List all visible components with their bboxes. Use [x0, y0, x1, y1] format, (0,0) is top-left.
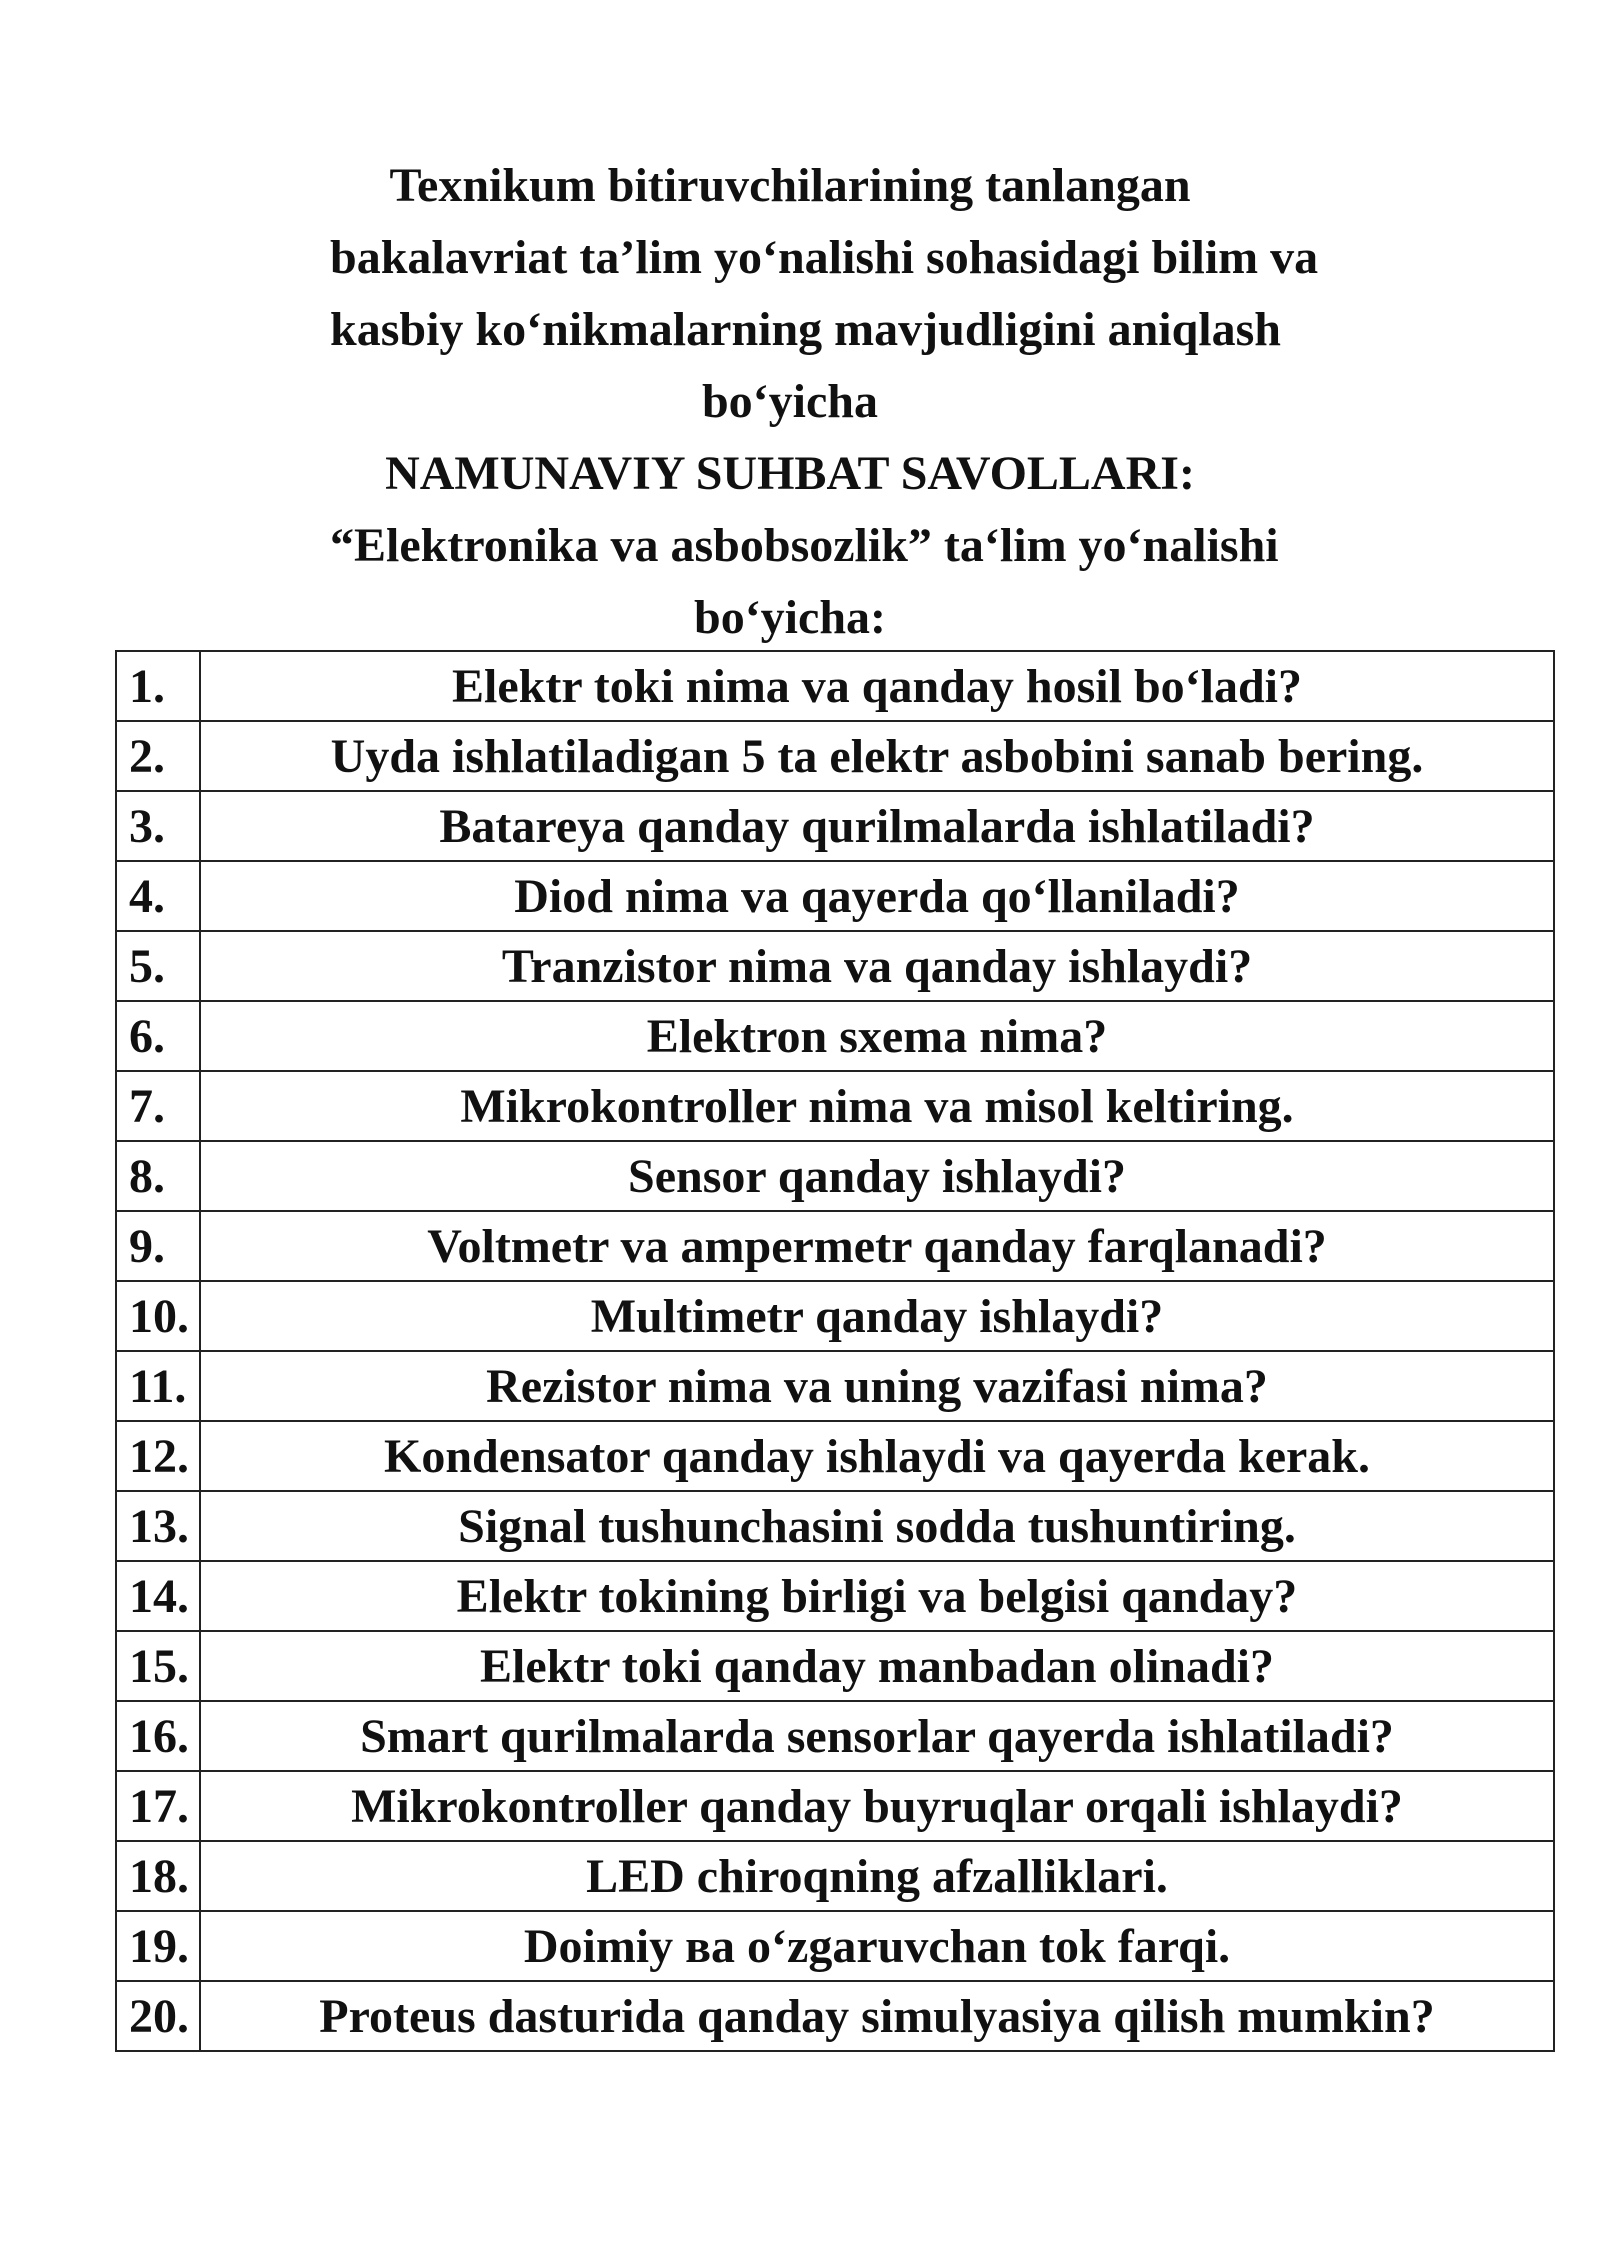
table-row — [116, 1771, 1554, 1841]
question-number: 16. — [116, 1701, 200, 1771]
question-text: Sensor qanday ishlaydi? — [200, 1141, 1554, 1211]
table-row — [116, 791, 1554, 861]
question-text: Voltmetr va ampermetr qanday farqlanadi? — [200, 1211, 1554, 1281]
question-text: Doimiy ва o‘zgaruvchan tok farqi. — [200, 1911, 1554, 1981]
question-text: Multimetr qanday ishlaydi? — [200, 1281, 1554, 1351]
table-row — [116, 1561, 1554, 1631]
table-row — [116, 1211, 1554, 1281]
question-number: 7. — [116, 1071, 200, 1141]
question-text: Tranzistor nima va qanday ishlaydi? — [200, 931, 1554, 1001]
question-number: 20. — [116, 1981, 200, 2051]
table-row — [116, 861, 1554, 931]
question-number: 13. — [116, 1491, 200, 1561]
question-number: 9. — [116, 1211, 200, 1281]
table-row — [116, 931, 1554, 1001]
table-row — [116, 1421, 1554, 1491]
table-row — [116, 1351, 1554, 1421]
question-text: Elektron sxema nima? — [200, 1001, 1554, 1071]
table-row — [116, 1001, 1554, 1071]
question-text: Elektr toki nima va qanday hosil bo‘ladi? — [200, 651, 1554, 721]
question-number: 6. — [116, 1001, 200, 1071]
question-text: Mikrokontroller qanday buyruqlar orqali ishlaydi? — [200, 1771, 1554, 1841]
table-row — [116, 1841, 1554, 1911]
question-number: 19. — [116, 1911, 200, 1981]
table-row — [116, 1701, 1554, 1771]
question-text: Rezistor nima va uning vazifasi nima? — [200, 1351, 1554, 1421]
question-number: 3. — [116, 791, 200, 861]
heading-line: Texnikum bitiruvchilarining tanlangan — [389, 159, 1191, 212]
heading-line: bo‘yicha: — [694, 591, 886, 644]
heading-title: NAMUNAVIY SUHBAT SAVOLLARI: — [385, 447, 1195, 500]
question-number: 8. — [116, 1141, 200, 1211]
table-row — [116, 1981, 1554, 2051]
question-text: Kondensator qanday ishlaydi va qayerda kerak. — [200, 1421, 1554, 1491]
question-number: 2. — [116, 721, 200, 791]
heading-line: “Elektronika va asbobsozlik” ta‘lim yo‘nalishi — [330, 519, 1279, 572]
question-text: Elektr tokining birligi va belgisi qanday? — [200, 1561, 1554, 1631]
table-row — [116, 651, 1554, 721]
question-number: 17. — [116, 1771, 200, 1841]
table-row — [116, 1141, 1554, 1211]
table-row — [116, 721, 1554, 791]
table-row — [116, 1281, 1554, 1351]
table-row — [116, 1911, 1554, 1981]
question-text: Uyda ishlatiladigan 5 ta elektr asbobini sanab bering. — [200, 721, 1554, 791]
question-text: LED chiroqning afzalliklari. — [200, 1841, 1554, 1911]
question-text: Smart qurilmalarda sensorlar qayerda ishlatiladi? — [200, 1701, 1554, 1771]
question-number: 18. — [116, 1841, 200, 1911]
heading-line: kasbiy ko‘nikmalarning mavjudligini aniqlash — [330, 303, 1281, 356]
question-text: Signal tushunchasini sodda tushuntiring. — [200, 1491, 1554, 1561]
question-number: 10. — [116, 1281, 200, 1351]
table-row — [116, 1071, 1554, 1141]
question-number: 5. — [116, 931, 200, 1001]
questions-table-body — [116, 651, 1554, 2051]
question-text: Batareya qanday qurilmalarda ishlatiladi? — [200, 791, 1554, 861]
question-number: 4. — [116, 861, 200, 931]
document-heading — [330, 150, 1319, 654]
question-text: Proteus dasturida qanday simulyasiya qilish mumkin? — [200, 1981, 1554, 2051]
question-number: 12. — [116, 1421, 200, 1491]
table-row — [116, 1491, 1554, 1561]
table-row — [116, 1631, 1554, 1701]
heading-line: bakalavriat ta’lim yo‘nalishi sohasidagi bilim va — [330, 231, 1319, 284]
heading-line: bo‘yicha — [701, 375, 878, 428]
question-text: Elektr toki qanday manbadan olinadi? — [200, 1631, 1554, 1701]
question-text: Diod nima va qayerda qo‘llaniladi? — [200, 861, 1554, 931]
question-text: Mikrokontroller nima va misol keltiring. — [200, 1071, 1554, 1141]
question-number: 14. — [116, 1561, 200, 1631]
questions-table — [115, 650, 1555, 2052]
question-number: 11. — [116, 1351, 200, 1421]
question-number: 15. — [116, 1631, 200, 1701]
question-number: 1. — [116, 651, 200, 721]
